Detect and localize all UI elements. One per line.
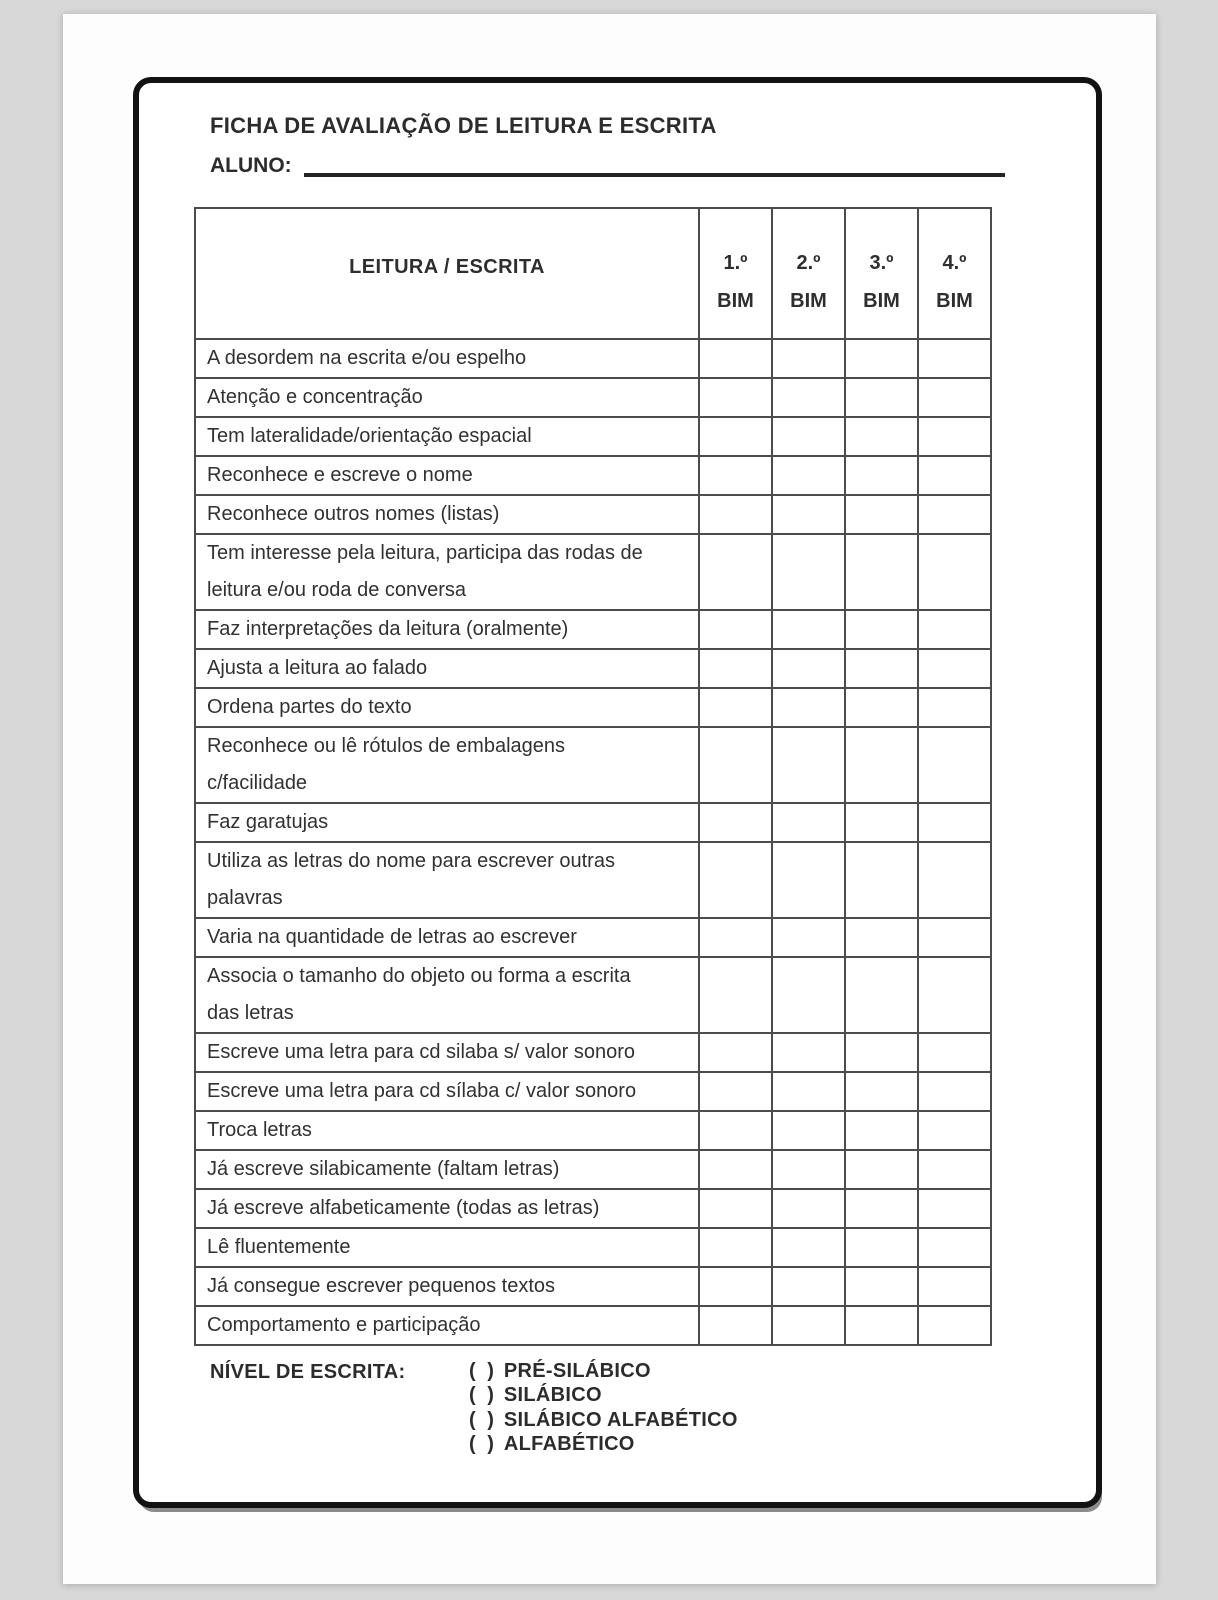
table-row [195, 688, 991, 727]
bim-ordinal: 4.º [942, 252, 967, 274]
mark-cell-bim-1 [699, 1111, 772, 1150]
bim-unit: BIM [790, 290, 827, 312]
mark-cell-bim-3 [845, 456, 918, 495]
bim-ordinal: 2.º [796, 252, 821, 274]
mark-cell-bim-2 [772, 534, 845, 610]
writing-level-option [469, 1408, 738, 1433]
mark-cell-bim-2 [772, 456, 845, 495]
writing-level-option [469, 1359, 738, 1384]
criterion-label [195, 456, 699, 495]
table-row [195, 610, 991, 649]
mark-cell-bim-4 [918, 1306, 991, 1345]
mark-cell-bim-1 [699, 456, 772, 495]
criterion-line: Reconhece ou lê rótulos de embalagens [207, 735, 566, 757]
table-row [195, 456, 991, 495]
mark-cell-bim-4 [918, 688, 991, 727]
criterion-line: A desordem na escrita e/ou espelho [207, 347, 527, 369]
criterion-line: Tem interesse pela leitura, participa das rodas de [207, 542, 643, 564]
writing-level-options [469, 1359, 738, 1457]
checkbox-parentheses: ( ) [469, 1433, 497, 1456]
table-row [195, 417, 991, 456]
mark-cell-bim-3 [845, 649, 918, 688]
criterion-line: Escreve uma letra para cd sílaba c/ valor sonoro [207, 1080, 637, 1102]
mark-cell-bim-3 [845, 1189, 918, 1228]
table-header [195, 208, 991, 339]
mark-cell-bim-1 [699, 842, 772, 918]
bim-unit: BIM [936, 290, 973, 312]
criterion-line: Reconhece e escreve o nome [207, 464, 473, 486]
mark-cell-bim-4 [918, 610, 991, 649]
mark-cell-bim-1 [699, 417, 772, 456]
mark-cell-bim-4 [918, 957, 991, 1033]
criterion-line: Associa o tamanho do objeto ou forma a escrita [207, 965, 631, 987]
mark-cell-bim-2 [772, 378, 845, 417]
table-row [195, 649, 991, 688]
mark-cell-bim-4 [918, 495, 991, 534]
mark-cell-bim-1 [699, 1267, 772, 1306]
criterion-label [195, 1150, 699, 1189]
mark-cell-bim-2 [772, 495, 845, 534]
mark-cell-bim-2 [772, 727, 845, 803]
mark-cell-bim-4 [918, 1072, 991, 1111]
mark-cell-bim-1 [699, 1150, 772, 1189]
criterion-line: Escreve uma letra para cd silaba s/ valor sonoro [207, 1041, 635, 1063]
criterion-label [195, 688, 699, 727]
criterion-label [195, 803, 699, 842]
mark-cell-bim-3 [845, 1228, 918, 1267]
mark-cell-bim-3 [845, 378, 918, 417]
criterion-line: Lê fluentemente [207, 1236, 351, 1258]
mark-cell-bim-4 [918, 842, 991, 918]
mark-cell-bim-4 [918, 1228, 991, 1267]
option-label: SILÁBICO [503, 1384, 602, 1407]
criterion-label [195, 1111, 699, 1150]
mark-cell-bim-3 [845, 610, 918, 649]
mark-cell-bim-2 [772, 803, 845, 842]
table-row [195, 378, 991, 417]
criterion-line: Reconhece outros nomes (listas) [207, 503, 500, 525]
criterion-label [195, 534, 699, 610]
mark-cell-bim-4 [918, 1111, 991, 1150]
mark-cell-bim-1 [699, 610, 772, 649]
table-body [195, 339, 991, 1345]
writing-level-option [469, 1384, 738, 1409]
table-row [195, 1150, 991, 1189]
table-row [195, 1072, 991, 1111]
mark-cell-bim-3 [845, 1150, 918, 1189]
mark-cell-bim-2 [772, 1033, 845, 1072]
criterion-label [195, 378, 699, 417]
mark-cell-bim-4 [918, 918, 991, 957]
mark-cell-bim-2 [772, 417, 845, 456]
mark-cell-bim-1 [699, 1306, 772, 1345]
criterion-line: das letras [207, 1002, 294, 1024]
mark-cell-bim-3 [845, 727, 918, 803]
rounded-border-frame [133, 77, 1102, 1508]
mark-cell-bim-4 [918, 417, 991, 456]
criterion-label [195, 1306, 699, 1345]
mark-cell-bim-4 [918, 1189, 991, 1228]
mark-cell-bim-3 [845, 1111, 918, 1150]
option-label: PRÉ-SILÁBICO [503, 1359, 651, 1382]
mark-cell-bim-2 [772, 918, 845, 957]
mark-cell-bim-2 [772, 1072, 845, 1111]
table-row [195, 1111, 991, 1150]
mark-cell-bim-3 [845, 842, 918, 918]
mark-cell-bim-3 [845, 417, 918, 456]
table-row [195, 842, 991, 918]
mark-cell-bim-3 [845, 1033, 918, 1072]
mark-cell-bim-3 [845, 1306, 918, 1345]
criterion-label [195, 727, 699, 803]
table-row [195, 534, 991, 610]
mark-cell-bim-2 [772, 649, 845, 688]
mark-cell-bim-2 [772, 957, 845, 1033]
checkbox-parentheses: ( ) [469, 1384, 497, 1407]
mark-cell-bim-4 [918, 378, 991, 417]
table-row [195, 918, 991, 957]
mark-cell-bim-2 [772, 339, 845, 378]
mark-cell-bim-4 [918, 1150, 991, 1189]
criterion-label [195, 957, 699, 1033]
criterion-line: Faz garatujas [207, 811, 329, 833]
criterion-label [195, 339, 699, 378]
mark-cell-bim-1 [699, 1072, 772, 1111]
table-row [195, 495, 991, 534]
mark-cell-bim-1 [699, 495, 772, 534]
column-header-bim-3 [845, 208, 918, 339]
criterion-label [195, 495, 699, 534]
mark-cell-bim-2 [772, 1189, 845, 1228]
column-header-bim-2 [772, 208, 845, 339]
column-header-bim-1 [699, 208, 772, 339]
table-row [195, 339, 991, 378]
mark-cell-bim-1 [699, 918, 772, 957]
table-row [195, 1033, 991, 1072]
scanned-page [63, 14, 1156, 1584]
criterion-label [195, 417, 699, 456]
mark-cell-bim-1 [699, 534, 772, 610]
criterion-line: Troca letras [207, 1119, 312, 1141]
evaluation-table [194, 207, 992, 1346]
bim-ordinal: 1.º [723, 252, 748, 274]
mark-cell-bim-2 [772, 1267, 845, 1306]
mark-cell-bim-3 [845, 688, 918, 727]
criterion-label [195, 842, 699, 918]
writing-level-label: NÍVEL DE ESCRITA: [210, 1361, 406, 1383]
table-row [195, 1306, 991, 1345]
criterion-line: palavras [207, 887, 283, 909]
table-row [195, 727, 991, 803]
table-row [195, 803, 991, 842]
mark-cell-bim-4 [918, 339, 991, 378]
mark-cell-bim-2 [772, 688, 845, 727]
criterion-line: Varia na quantidade de letras ao escrever [207, 926, 577, 948]
writing-level-option [469, 1433, 738, 1458]
mark-cell-bim-2 [772, 842, 845, 918]
bim-ordinal: 3.º [869, 252, 894, 274]
mark-cell-bim-3 [845, 495, 918, 534]
student-name-blank-line [304, 173, 1005, 177]
criterion-line: Comportamento e participação [207, 1314, 481, 1336]
mark-cell-bim-2 [772, 1306, 845, 1345]
table-row [195, 1189, 991, 1228]
student-field [210, 153, 1005, 179]
criterion-label [195, 1228, 699, 1267]
criterion-line: Faz interpretações da leitura (oralmente) [207, 618, 569, 640]
mark-cell-bim-1 [699, 649, 772, 688]
criterion-line: Já escreve alfabeticamente (todas as letras) [207, 1197, 600, 1219]
writing-level-section [139, 1359, 1096, 1479]
criterion-label [195, 1189, 699, 1228]
checkbox-parentheses: ( ) [469, 1359, 497, 1382]
criterion-label [195, 1072, 699, 1111]
mark-cell-bim-1 [699, 803, 772, 842]
mark-cell-bim-1 [699, 957, 772, 1033]
criterion-line: c/facilidade [207, 772, 308, 794]
mark-cell-bim-3 [845, 1267, 918, 1306]
criterion-label [195, 918, 699, 957]
table-row [195, 1228, 991, 1267]
mark-cell-bim-1 [699, 378, 772, 417]
mark-cell-bim-1 [699, 1033, 772, 1072]
mark-cell-bim-1 [699, 727, 772, 803]
criterion-line: Utiliza as letras do nome para escrever outras [207, 850, 615, 872]
criterion-line: Já escreve silabicamente (faltam letras) [207, 1158, 560, 1180]
mark-cell-bim-4 [918, 727, 991, 803]
table-row [195, 957, 991, 1033]
mark-cell-bim-2 [772, 1111, 845, 1150]
criterion-line: Ajusta a leitura ao falado [207, 657, 428, 679]
criterion-label [195, 1267, 699, 1306]
criterion-line: leitura e/ou roda de conversa [207, 579, 467, 601]
mark-cell-bim-1 [699, 688, 772, 727]
bim-unit: BIM [863, 290, 900, 312]
mark-cell-bim-2 [772, 1150, 845, 1189]
student-label: ALUNO: [210, 154, 292, 177]
mark-cell-bim-3 [845, 957, 918, 1033]
form-title: FICHA DE AVALIAÇÃO DE LEITURA E ESCRITA [210, 113, 717, 138]
mark-cell-bim-3 [845, 534, 918, 610]
mark-cell-bim-4 [918, 803, 991, 842]
option-label: ALFABÉTICO [503, 1433, 635, 1456]
column-header-leitura-escrita: LEITURA / ESCRITA [195, 208, 699, 339]
column-header-bim-4 [918, 208, 991, 339]
criterion-line: Ordena partes do texto [207, 696, 412, 718]
mark-cell-bim-4 [918, 456, 991, 495]
table-row [195, 1267, 991, 1306]
mark-cell-bim-4 [918, 534, 991, 610]
mark-cell-bim-3 [845, 339, 918, 378]
mark-cell-bim-3 [845, 918, 918, 957]
mark-cell-bim-1 [699, 1228, 772, 1267]
mark-cell-bim-1 [699, 339, 772, 378]
criterion-label [195, 649, 699, 688]
mark-cell-bim-4 [918, 1267, 991, 1306]
mark-cell-bim-2 [772, 1228, 845, 1267]
table-header-row [195, 208, 991, 339]
mark-cell-bim-3 [845, 1072, 918, 1111]
criterion-line: Tem lateralidade/orientação espacial [207, 425, 532, 447]
bim-unit: BIM [717, 290, 754, 312]
criterion-line: Atenção e concentração [207, 386, 423, 408]
mark-cell-bim-2 [772, 610, 845, 649]
mark-cell-bim-4 [918, 649, 991, 688]
option-label: SILÁBICO ALFABÉTICO [503, 1408, 738, 1431]
criterion-label [195, 1033, 699, 1072]
mark-cell-bim-3 [845, 803, 918, 842]
criterion-line: Já consegue escrever pequenos textos [207, 1275, 555, 1297]
mark-cell-bim-4 [918, 1033, 991, 1072]
checkbox-parentheses: ( ) [469, 1408, 497, 1431]
criterion-label [195, 610, 699, 649]
mark-cell-bim-1 [699, 1189, 772, 1228]
